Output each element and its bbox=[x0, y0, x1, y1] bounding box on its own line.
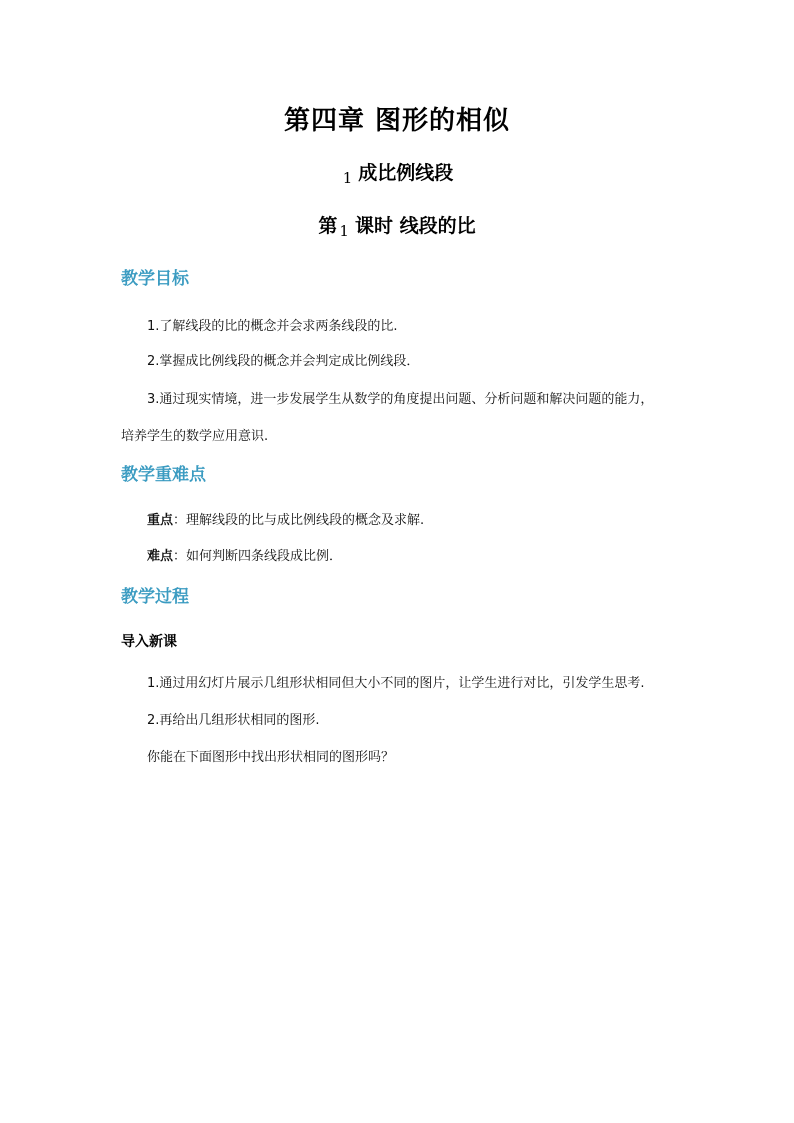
difficulty-text: ：如何判断四条线段成比例． bbox=[173, 549, 343, 564]
process-item-1: 1.通过用幻灯片展示几组形状相同但大小不同的图片，让学生进行对比，引发学生思考. bbox=[147, 676, 645, 691]
key-points-heading: 教学重难点 bbox=[121, 465, 206, 485]
section-number: 1 bbox=[342, 169, 353, 187]
process-heading: 教学过程 bbox=[121, 587, 189, 607]
process-item-2: 2.再给出几组形状相同的图形. bbox=[147, 713, 320, 728]
lesson-suffix: 课时 线段的比 bbox=[354, 215, 476, 237]
difficulty-label: 难点 bbox=[147, 549, 174, 564]
process-question: 你能在下面图形中找出形状相同的图形吗？ bbox=[147, 750, 395, 765]
focus-label: 重点 bbox=[147, 513, 174, 528]
objective-item-3-continued: 培养学生的数学应用意识. bbox=[121, 429, 269, 444]
focus-text: ：理解线段的比与成比例线段的概念及求解. bbox=[173, 513, 425, 528]
objectives-heading: 教学目标 bbox=[121, 269, 189, 289]
lesson-prefix: 第 bbox=[318, 215, 338, 237]
objective-item-1: 1.了解线段的比的概念并会求两条线段的比. bbox=[147, 319, 398, 334]
lesson-title bbox=[0, 211, 794, 238]
lesson-number: 1 bbox=[339, 222, 349, 240]
chapter-title: 第四章 图形的相似 bbox=[283, 106, 511, 136]
section-title-text: 成比例线段 bbox=[358, 162, 454, 184]
focus-point bbox=[147, 509, 424, 528]
objective-item-3: 3.通过现实情境，进一步发展学生从数学的角度提出问题、分析问题和解决问题的能力， bbox=[147, 392, 654, 407]
section-title bbox=[0, 158, 794, 185]
difficulty-point bbox=[147, 545, 342, 564]
process-subheading: 导入新课 bbox=[121, 634, 177, 650]
objective-item-2: 2.掌握成比例线段的概念并会判定成比例线段． bbox=[147, 354, 420, 369]
